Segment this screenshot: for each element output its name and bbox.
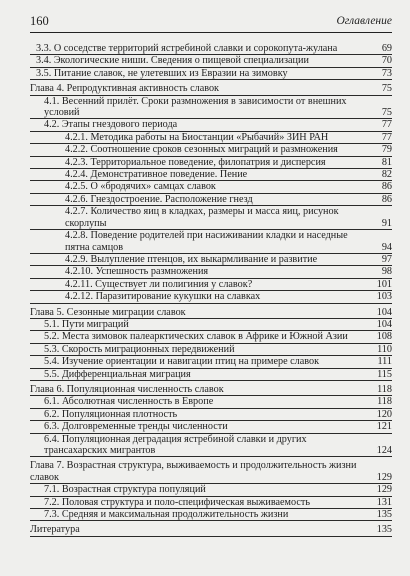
toc-entry bbox=[30, 356, 392, 368]
toc-entry-page: 97 bbox=[381, 253, 392, 265]
toc-entry-title: 5.1. Пути миграций bbox=[44, 318, 129, 330]
toc-entry-title: 4.2.5. О «бродячих» самцах славок bbox=[65, 181, 216, 193]
toc-entry-title: 7.2. Половая структура и поло-специфическая выживаемость bbox=[44, 496, 310, 508]
toc-entry-title: Глава 4. Репродуктивная активность славок bbox=[30, 83, 219, 95]
toc-entry-title: 4.2.2. Соотношение сроков сезонных миграций и размножения bbox=[65, 144, 338, 156]
toc-entry-page: 135 bbox=[376, 524, 392, 536]
toc-entry-page: 104 bbox=[376, 306, 392, 318]
toc-entry-title: 5.3. Скорость миграционных передвижений bbox=[44, 343, 235, 355]
toc-entry-page: 81 bbox=[381, 156, 392, 168]
toc-entry-page: 77 bbox=[381, 119, 392, 131]
toc-entry bbox=[30, 291, 392, 303]
toc-entry-page: 110 bbox=[377, 343, 392, 355]
toc-entry-title: 6.1. Абсолютная численность в Европе bbox=[44, 396, 214, 408]
toc-entry-title: 4.2.6. Гнездостроение. Расположение гнезд bbox=[65, 193, 253, 205]
toc-entry-page: 111 bbox=[377, 356, 392, 368]
toc-entry-title: 4.2.3. Территориальное поведение, филопатрия и дисперсия bbox=[65, 156, 326, 168]
toc-entry-title: Глава 5. Сезонные миграции славок bbox=[30, 306, 186, 318]
toc-entry-page: 115 bbox=[377, 368, 392, 380]
toc-entry-title: 7.1. Возрастная структура популяций bbox=[44, 484, 206, 496]
toc-entry bbox=[30, 206, 392, 230]
toc-entry bbox=[30, 181, 392, 193]
toc-entry-title: Литература bbox=[30, 524, 80, 536]
toc-entry bbox=[30, 497, 392, 509]
toc-entry bbox=[30, 307, 392, 319]
toc-entry bbox=[30, 144, 392, 156]
toc-entry-page: 101 bbox=[376, 278, 392, 290]
page-header bbox=[30, 14, 392, 32]
toc-entry bbox=[30, 460, 392, 484]
toc-entry-title: 3.3. О соседстве территорий ястребиной славки и сорокопута-жулана bbox=[36, 43, 338, 54]
toc-entry-page: 121 bbox=[376, 421, 392, 433]
toc-entry bbox=[30, 524, 392, 536]
toc-entry bbox=[30, 396, 392, 408]
toc-entry-title: 6.2. Популяционная плотность bbox=[44, 408, 178, 420]
toc-entry-page: 70 bbox=[381, 55, 392, 67]
page-number: 160 bbox=[30, 14, 49, 28]
toc-entry bbox=[30, 279, 392, 291]
toc-entry bbox=[30, 157, 392, 169]
toc-entry-title: 6.3. Долговременные тренды численности bbox=[44, 421, 228, 433]
table-of-contents bbox=[30, 43, 392, 537]
running-title: Оглавление bbox=[336, 15, 392, 27]
toc-entry bbox=[30, 421, 392, 433]
toc-entry-title: Глава 6. Популяционная численность славок bbox=[30, 383, 224, 395]
toc-entry-title: 6.4. Популяционная деградация ястребиной славки и других трансахарских мигрантов bbox=[44, 433, 307, 456]
toc-entry-title: 4.2.12. Паразитирование кукушки на славках bbox=[65, 291, 261, 303]
toc-entry-page: 82 bbox=[381, 169, 392, 181]
toc-entry bbox=[30, 369, 392, 381]
toc-entry bbox=[30, 194, 392, 206]
toc-entry bbox=[30, 96, 392, 120]
toc-entry-title: 4.2.9. Вылупление птенцов, их выкармливание и развитие bbox=[65, 253, 318, 265]
toc-entry bbox=[30, 43, 392, 55]
toc-entry-page: 120 bbox=[376, 408, 392, 420]
toc-entry-page: 124 bbox=[376, 445, 392, 456]
toc-entry-title: 4.2.7. Количество яиц в кладках, размеры и масса яиц, рисунок скорлупы bbox=[65, 206, 339, 229]
toc-entry-page: 103 bbox=[376, 291, 392, 303]
toc-entry-page: 86 bbox=[381, 181, 392, 193]
toc-entry-page: 75 bbox=[381, 83, 392, 95]
toc-entry-title: 5.2. Места зимовок палеарктических славок в Африке и Южной Азии bbox=[44, 331, 348, 343]
toc-entry-title: 4.2.1. Методика работы на Биостанции «Рыбачий» ЗИН РАН bbox=[65, 131, 329, 143]
toc-entry-title: 4.2.4. Демонстративное поведение. Пение bbox=[65, 169, 248, 181]
toc-entry bbox=[30, 230, 392, 254]
toc-entry-page: 118 bbox=[377, 396, 392, 408]
toc-entry-page: 69 bbox=[381, 43, 392, 54]
toc-entry-title: 5.4. Изучение ориентации и навигации птиц на примере славок bbox=[44, 356, 320, 368]
toc-entry-title: 4.2.8. Поведение родителей при насиживании кладки и наседные пятна самцов bbox=[65, 230, 348, 253]
toc-entry-page: 104 bbox=[376, 318, 392, 330]
toc-entry-page: 79 bbox=[381, 144, 392, 156]
toc-entry-title: 3.4. Экологические ниши. Сведения о пищевой специализации bbox=[36, 55, 309, 67]
toc-entry bbox=[30, 254, 392, 266]
toc-entry-page: 108 bbox=[376, 331, 392, 343]
toc-entry-title: 4.1. Весенний прилёт. Сроки размножения в зависимости от внешних условий bbox=[44, 95, 347, 119]
toc-entry-title: 4.2.11. Существует ли полигиния у славок? bbox=[65, 278, 253, 290]
toc-entry bbox=[30, 434, 392, 458]
toc-entry bbox=[30, 509, 392, 521]
toc-entry bbox=[30, 169, 392, 181]
toc-entry-page: 118 bbox=[377, 383, 392, 395]
toc-entry-title: 5.5. Дифференциальная миграция bbox=[44, 368, 191, 380]
toc-entry-title: 4.2. Этапы гнездового периода bbox=[44, 119, 178, 131]
toc-entry bbox=[30, 409, 392, 421]
toc-entry-title: 7.3. Средняя и максимальная продолжительность жизни bbox=[44, 509, 289, 521]
toc-entry-page: 135 bbox=[376, 509, 392, 521]
toc-entry bbox=[30, 119, 392, 131]
toc-entry bbox=[30, 384, 392, 396]
toc-entry-title: 3.5. Питание славок, не улетевших из Евразии на зимовку bbox=[36, 67, 288, 79]
toc-entry-title: 4.2.10. Успешность размножения bbox=[65, 266, 209, 278]
toc-entry-title: Глава 7. Возрастная структура, выживаемость и продолжительность жизни славок bbox=[30, 460, 357, 483]
toc-entry bbox=[30, 484, 392, 496]
toc-entry bbox=[30, 331, 392, 343]
toc-entry-page: 75 bbox=[381, 107, 392, 119]
toc-entry-page: 91 bbox=[381, 217, 392, 229]
toc-entry-page: 73 bbox=[381, 67, 392, 79]
toc-entry bbox=[30, 132, 392, 144]
toc-entry-page: 131 bbox=[376, 496, 392, 508]
toc-entry-page: 94 bbox=[381, 241, 392, 253]
toc-entry bbox=[30, 68, 392, 80]
toc-entry-page: 129 bbox=[376, 471, 392, 483]
toc-entry bbox=[30, 83, 392, 95]
toc-entry bbox=[30, 319, 392, 331]
toc-entry bbox=[30, 55, 392, 67]
toc-entry bbox=[30, 266, 392, 278]
header-rule bbox=[30, 32, 392, 33]
toc-entry-page: 77 bbox=[381, 131, 392, 143]
toc-entry-page: 86 bbox=[381, 193, 392, 205]
toc-entry-page: 129 bbox=[376, 484, 392, 496]
toc-entry-page: 98 bbox=[381, 266, 392, 278]
toc-entry bbox=[30, 344, 392, 356]
